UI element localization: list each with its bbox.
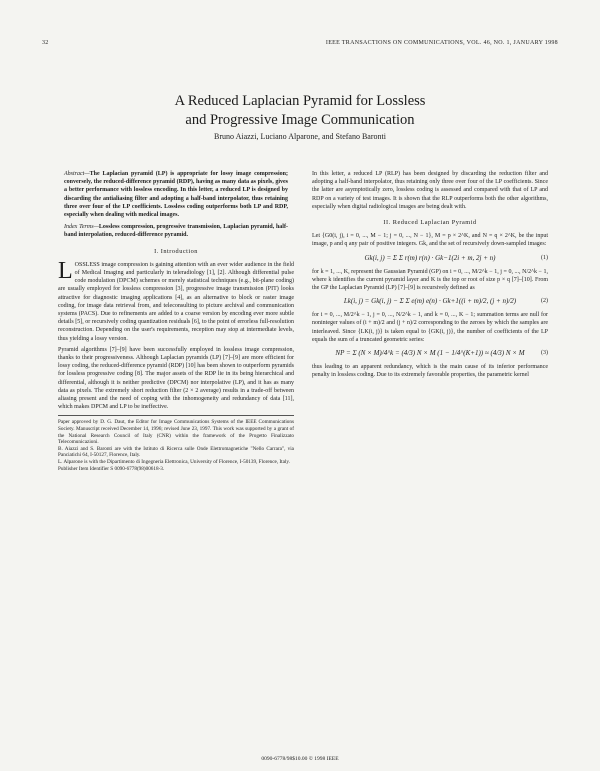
section-heading-rlp: II. Reduced Laplacian Pyramid — [383, 219, 477, 227]
right-paragraph-4: for i = 0, ..., M/2^k − 1, j = 0, ..., N/2^k − 1, and k = 0, ..., K − 1; summation terms are null for noninteger values of (i + m)/2 and (j + n)/2 corresponding to the zeroes by which the samples are interleaved. Since {LK(i, j)} is taken equal to {GK(i, j)}, the number of coefficients of the LP equals the sum of a truncated geometric series: — [312, 312, 548, 343]
equation-2-body: Lk(i, j) = Gk(i, j) − Σ Σ e(m) e(n) · Gk+1((i + m)/2, (j + n)/2) — [343, 297, 517, 306]
journal-line: IEEE TRANSACTIONS ON COMMUNICATIONS, VOL. 46, NO. 1, JANUARY 1998 — [325, 40, 558, 46]
left-column — [58, 170, 294, 472]
abstract-text: The Laplacian pyramid (LP) is appropriate for lossy image compression; conversely, the reduced-difference pyramid (RDP), having as many data as pixels, gives a better performance with lossless encoding. In this letter, a reduced LP is designed by discarding the antialiasing filter and adopting a half-band interpolator, thus retaining three over four of the LP coefficients. Lossless coding outperforms both LP and RDP, especially when dealing with medical images. — [64, 171, 288, 219]
abstract-label: Abstract— — [64, 171, 90, 177]
intro-paragraph-2: Pyramid algorithms [7]–[9] have been successfully employed in lossless image compression, thanks to their progressiveness. Although Laplacian pyramids (LP) [7]–[9] are more efficient for lossy coding, the reduced-difference pyramid (RDP) [10] has been shown to outperform pyramids for lossless progressive coding [8]. The major assets of the RDP lie in its being hierarchical and differential, although it is neither predictive (DPCM) nor interpolative (LP), and it has as many data as pixels. The extremely short reduction filter (2 × 2 average) results in a trade-off between aliasing present and the need of coping with the inhomogeneity and redundancy of data [11], which makes DPCM and LP to be ineffective. — [58, 346, 294, 411]
footnote-line: L. Alparone is with the Dipartimento di Ingegneria Elettronica, University of Florence, I-50139, Florence, Italy. — [58, 459, 290, 466]
equation-1 — [312, 253, 548, 263]
right-paragraph-2: Let {G0(i, j), i = 0, ..., M − 1; j = 0, ..., N − 1}, M = p × 2^K, and N = q × 2^K, be the input image, p and q any pair of positive integers. Gk, and the set of recursively down-sampled images: — [312, 233, 548, 248]
footnote-line: Paper approved by D. G. Daut, the Editor for Image Communications Systems of the IEEE Communications Society. Manuscript received December 14, 1996; revised June 23, 1997. This work was supported by a grant of the National Research Council of Italy (CNR) within the framework of the Progetto Finalizzato Telecomunicazioni. — [58, 419, 294, 446]
page-footer: 0090-6778/98$10.00 © 1998 IEEE — [261, 756, 339, 762]
equation-3-body: NP = Σ (N × M)/4^k = (4/3) N × M (1 − 1/4^(K+1)) ≈ (4/3) N × M — [335, 349, 525, 358]
equation-1-body: Gk(i, j) = Σ Σ r(m) r(n) · Gk−1(2i + m, 2j + n) — [364, 253, 496, 262]
author-list: Bruno Aiazzi, Luciano Alparone, and Stefano Baronti — [214, 132, 386, 141]
section-heading-intro: I. Introduction — [154, 247, 198, 255]
page-number: 32 — [42, 40, 49, 46]
right-column — [312, 170, 548, 382]
paper-title — [0, 92, 600, 130]
intro-p1-text: OSSLESS image compression is gaining attention with an ever wider audience in the field of Medical Imaging and particularly in teleradiology [1], [2]. Although differential pulse code modulation (DPCM) schemes or merely statistical techniques (e.g., bit-plane coding) are usually employed for lossless compression [3], progressive image transmission (PIT) looks attractive for diagnostic imaging applications [4], as an alternative to block or raster image coding, for image data retrieval from, and teleconsulting to picture archival and communication systems (PACS). Due to refinements are added to a coarse version by encoding ever more subtle details [5], or recursively coding quantization residuals [6], to the point of errorless full-resolution reconstruction. Depending on the user's requirements, reception may stop at intermediate levels, thus yielding a lossy version. — [58, 261, 294, 342]
index-terms — [58, 223, 294, 239]
right-paragraph-1: In this letter, a reduced LP (RLP) has been designed by discarding the reduction filter and adopting a half-band interpolator, thus retaining only three over four of the LP coefficients. Since the latter are asymptotically zero, lossless coding is assessed and compared with that of LP and RDP on a variety of test images. It is shown that the RLP outperforms both the other algorithms, especially when digital radiological images are being dealt with. — [312, 171, 548, 210]
running-header — [42, 40, 558, 46]
footnote-line: Publisher Item Identifier S 0090-6778(98)00618-3. — [58, 465, 165, 472]
title-line-2: and Progressive Image Communication — [185, 112, 415, 128]
first-page-footnote — [58, 415, 294, 472]
right-paragraph-3: for k = 1, ..., K, represent the Gaussian Pyramid (GP) on i = 0, ..., M/2^k − 1, j = 0, ..., N/2^k − 1, where k identifies the current pyramid layer and K is the top or root of size p × q [7]–[10]. From the GP the Laplacian Pyramid (LP) [7]–[9] is recursively defined as — [312, 268, 548, 292]
footnote-line: B. Aiazzi and S. Baronti are with the Istituto di Ricerca sulle Onde Elettromagnetiche "Nello Carrara", via Panciatichi 64, I-50127, Florence, Italy. — [58, 445, 294, 459]
equation-1-number: (1) — [541, 254, 548, 261]
index-terms-text: Lossless compression, progressive transmission, Laplacian pyramid, half-band interpolation, reduced-difference pyramid. — [64, 224, 288, 239]
index-terms-label: Index Terms— — [64, 224, 99, 231]
abstract — [58, 170, 294, 219]
intro-paragraph-1 — [58, 257, 294, 343]
equation-2 — [312, 296, 548, 306]
equation-2-number: (2) — [541, 298, 548, 305]
equation-3 — [312, 348, 548, 358]
title-line-1: A Reduced Laplacian Pyramid for Lossless — [174, 93, 426, 109]
equation-3-number: (3) — [541, 350, 548, 357]
drop-cap: L — [58, 257, 73, 284]
right-paragraph-5: thus leading to an apparent redundancy, which is the main cause of its inferior performance penalty in lossless coding. Due to its extremely favorable properties, the parametric kernel — [312, 364, 548, 379]
